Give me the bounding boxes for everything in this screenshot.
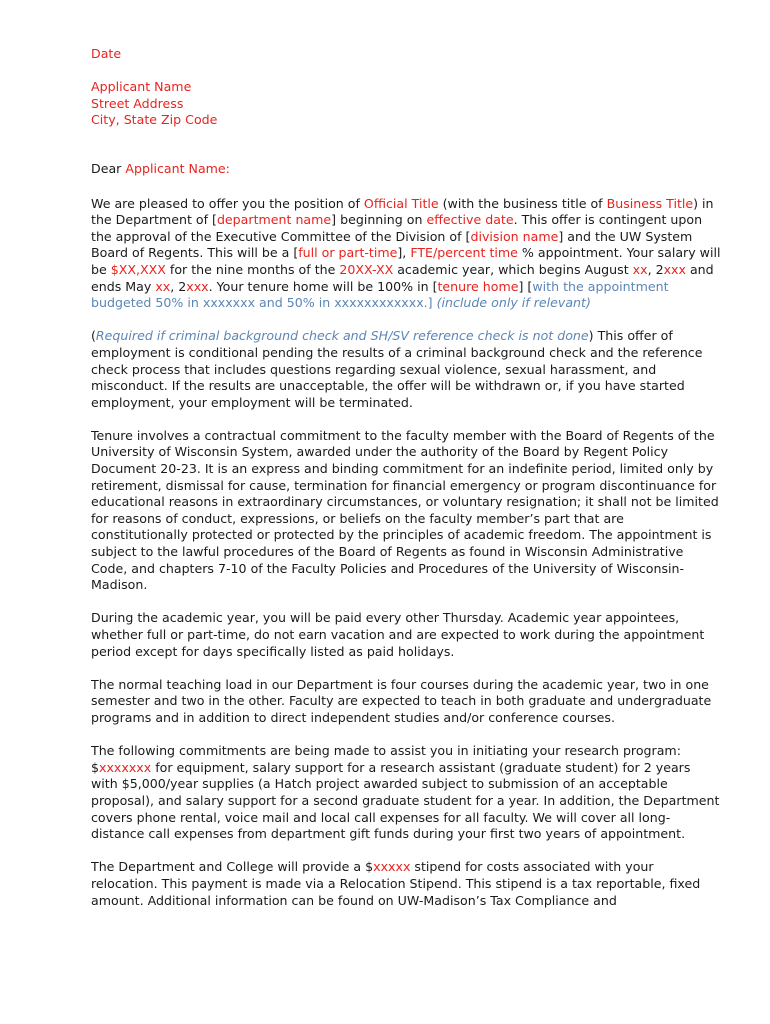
city-state-zip-field: City, State Zip Code [91,112,218,128]
division-name-field: division name [470,228,559,244]
offer-text: % appointment. Your salary will be [91,245,721,277]
stipend-amount-field: xxxxx [373,859,411,875]
offer-text: for the nine months of the [165,261,340,277]
paragraph-relocation [91,859,721,909]
offer-text: academic year, which begins August [393,261,633,277]
paragraph-teaching-load: The normal teaching load in our Department is four courses during the academic year, two in one semester and two in the other. Faculty are expected to teach in both graduate and undergraduate programs and in addition to direct independent studies and/or conference courses. [91,676,712,725]
date-field: Date [91,46,122,61]
offer-text: ) in the Department of [ [91,195,714,228]
required-note: Required if criminal background check and SH/SV reference check is not done [95,328,589,344]
fte-percent-field: FTE/percent time [410,245,518,261]
background-check-text: ) This offer of employment is conditional pending the results of a criminal background check and the reference check process that includes questions regarding sexual violence, sexual harassment, and misconduct. If the results are unacceptable, the offer will be withdrawn or, if you have started employment, your employment will be terminated. [91,328,703,410]
applicant-name-field: Applicant Name [91,79,192,95]
offer-text: ] beginning on [331,212,427,228]
academic-year-field: 20XX-XX [339,261,394,277]
equipment-amount-field: xxxxxxx [99,759,152,775]
street-address-field: Street Address [91,95,184,111]
salutation [91,161,721,178]
salutation-prefix: Dear [91,160,126,176]
salary-field: $XX,XXX [110,261,166,277]
department-name-field: department name [216,212,332,228]
begin-day-field: xx [632,261,648,277]
end-day-field: xx [155,278,171,294]
paragraph-offer [91,196,721,312]
offer-letter [91,46,721,909]
offer-text: ] and the UW System Board of Regents. This will be a [ [91,228,693,261]
end-year-field: xxx [186,278,209,294]
relocation-text: The Department and College will provide a $ [91,859,374,875]
official-title-field: Official Title [363,195,439,211]
begin-year-field: xxx [663,261,686,277]
paragraph-research-commitments [91,743,721,843]
background-check-text: ( [91,328,96,344]
business-title-field: Business Title [606,195,694,211]
paragraph-pay-schedule: During the academic year, you will be paid every other Thursday. Academic year appointees, whether full or part-time, do not earn vacation and are expected to work during the appointment period except for days specifically listed as paid holidays. [91,610,705,659]
offer-text: , 2 [170,278,187,294]
offer-text: We are pleased to offer you the position of [91,195,364,211]
offer-text: , 2 [647,261,664,277]
budget-note: with the appointment budgeted 50% in xxxxxxx and 50% in xxxxxxxxxxxx.] [91,278,669,311]
include-note: (include only if relevant) [436,295,591,311]
relocation-text: stipend for costs associated with your relocation. This payment is made via a Relocation Stipend. This stipend is a tax reportable, fixed amount. Additional information can be found on UW-Madison’s Tax Compliance and [91,859,701,908]
salutation-name: Applicant Name: [125,160,230,176]
paragraph-background-check [91,328,721,411]
offer-text: ] [ [518,278,533,294]
tenure-home-field: tenure home [437,278,519,294]
full-part-time-field: full or part-time [298,245,398,261]
offer-text: . This offer is contingent upon the approval of the Executive Committee of the Division of [ [91,212,703,244]
offer-text: and ends May [91,261,714,294]
offer-text: (with the business title of [438,195,607,211]
offer-text: . Your tenure home will be 100% in [ [208,278,438,294]
paragraph-tenure: Tenure involves a contractual commitment to the faculty member with the Board of Regents of the University of Wisconsin System, awarded under the authority of the Board by Regent Policy Document 20-23. It is an express and binding commitment for an indefinite period, limited only by retirement, dismissal for cause, termination for financial emergency or program discontinuance for educational reasons in extraordinary circumstances, or voluntary resignation; it shall not be limited for reasons of conduct, expressions, or beliefs on the faculty member’s part that are constitutionally protected or protected by the principles of academic freedom. The appointment is subject to the lawful procedures of the Board of Regents as found in Wisconsin Administrative Code, and chapters 7-10 of the Faculty Policies and Procedures of the University of Wisconsin-Madison. [91,427,719,593]
offer-text: ], [397,245,411,261]
effective-date-field: effective date [426,212,514,228]
research-text: The following commitments are being made to assist you in initiating your research program: $ [91,743,681,775]
research-text: for equipment, salary support for a research assistant (graduate student) for 2 years with $5,000/year supplies (a Hatch project awarded subject to submission of an acceptable proposal), and salary support for a second graduate student for a year. In addition, the Department covers phone rental, voice mail and local call expenses for all faculty. We will cover all long-distance call expenses from department gift funds during your first two years of appointment. [91,759,720,842]
